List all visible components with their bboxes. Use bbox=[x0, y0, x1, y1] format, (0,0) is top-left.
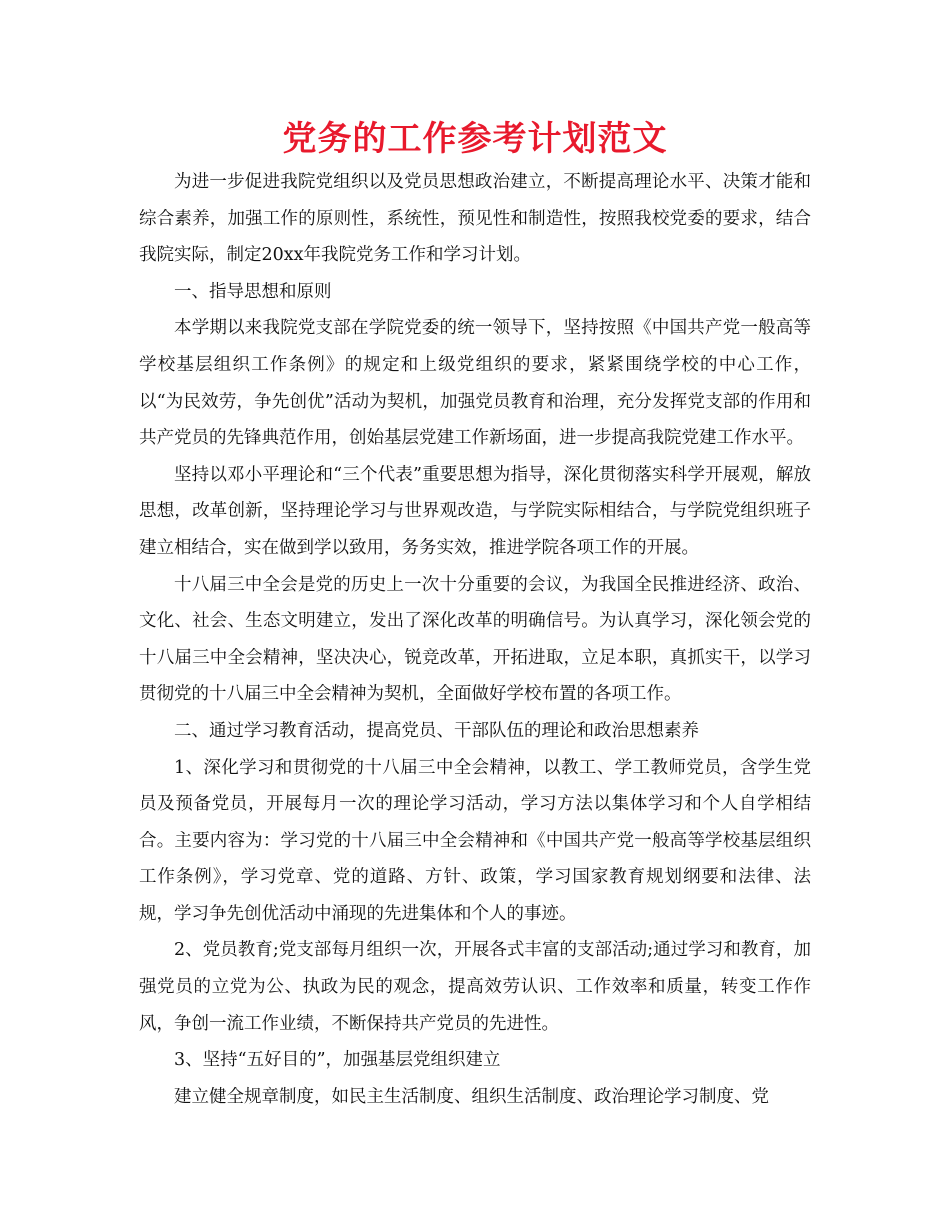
paragraph-section-1-c: 十八届三中全会是党的历史上一次十分重要的会议，为我国全民推进经济、政治、文化、社会、生态文明建立，发出了深化改革的明确信号。为认真学习，深化领会党的十八届三中全会精神，坚决决心，锐竞改革，开拓进取，立足本职，真抓实干，以学习贯彻党的十八届三中全会精神为契机，全面做好学校布置的各项工作。 bbox=[139, 574, 811, 705]
document-title: 党务的工作参考计划范文 bbox=[282, 119, 668, 159]
paragraph-section-1-a: 本学期以来我院党支部在学院党委的统一领导下，坚持按照《中国共产党一般高等学校基层组织工作条例》的规定和上级党组织的要求，紧紧围绕学校的中心工作，以“为民效劳，争先创优”活动为契机，加强党员教育和治理，充分发挥党支部的作用和共产党员的先锋典范作用，创始基层党建工作新场面，进一步提高我院党建工作水平。 bbox=[139, 318, 811, 449]
heading-section-2: 二、通过学习教育活动，提高党员、干部队伍的理论和政治思想素养 bbox=[174, 720, 699, 741]
paragraph-item-1: 1、深化学习和贯彻党的十八届三中全会精神，以教工、学工教师党员，含学生党员及预备党员，开展每月一次的理论学习活动，学习方法以集体学习和个人自学相结合。主要内容为：学习党的十八届三中全会精神和《中国共产党一般高等学校基层组织工作条例》，学习党章、党的道路、方针、政策，学习国家教育规划纲要和法律、法规，学习争先创优活动中涌现的先进集体和个人的事迹。 bbox=[139, 757, 811, 924]
paragraph-intro: 为进一步促进我院党组织以及党员思想政治建立，不断提高理论水平、决策才能和综合素养，加强工作的原则性，系统性，预见性和制造性，按照我校党委的要求，结合我院实际，制定20xx年我院党务工作和学习计划。 bbox=[139, 172, 811, 266]
paragraph-section-1-b: 坚持以邓小平理论和“三个代表”重要思想为指导，深化贯彻落实科学开展观，解放思想，改革创新，坚持理论学习与世界观改造，与学院实际相结合，与学院党组织班子建立相结合，实在做到学以致用，务务实效，推进学院各项工作的开展。 bbox=[139, 464, 811, 558]
document-page bbox=[139, 116, 811, 1115]
heading-section-1: 一、指导思想和原则 bbox=[174, 281, 332, 302]
paragraph-item-3: 建立健全规章制度，如民主生活制度、组织生活制度、政治理论学习制度、党 bbox=[174, 1086, 769, 1107]
paragraph-item-2: 2、党员教育;党支部每月组织一次，开展各式丰富的支部活动;通过学习和教育，加强党员的立党为公、执政为民的观念，提高效劳认识、工作效率和质量，转变工作作风，争创一流工作业绩，不断保持共产党员的先进性。 bbox=[139, 940, 811, 1034]
heading-item-3: 3、坚持“五好目的”，加强基层党组织建立 bbox=[174, 1050, 501, 1071]
document-body bbox=[139, 164, 811, 1115]
